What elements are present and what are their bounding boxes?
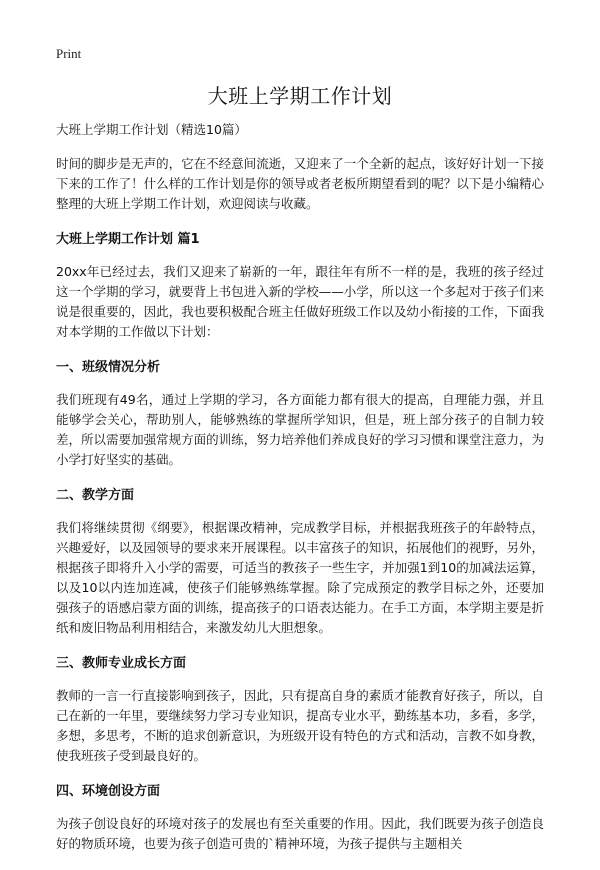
document-title: 大班上学期工作计划	[207, 84, 393, 108]
article-intro-paragraph: 20xx年已经过去，我们又迎来了崭新的一年，跟往年有所不一样的是，我班的孩子经过这一个学期的学习，就要背上书包进入新的学校——小学，所以这一个多起对于孩子们来说是很重要的，因此，我也要积极配合班主任做好班级工作以及幼小衔接的工作，下面我对本学期的工作做以下计划：	[56, 264, 544, 339]
document-body	[56, 120, 544, 870]
section-heading-teacher-growth: 三、教师专业成长方面	[56, 656, 187, 671]
section-heading-teaching: 二、教学方面	[56, 488, 135, 503]
section-text-teacher-growth: 教师的一言一行直接影响到孩子，因此，只有提高自身的素质才能教育好孩子，所以，自己在新的一年里，要继续努力学习专业知识，提高专业水平，勤练基本功，多看，多学，多想，多思考，不断的追求创新意识，为班级开设有特色的方式和活动，言教不如身教，使我班孩子受到最良好的。	[56, 688, 544, 763]
document-subtitle: 大班上学期工作计划（精选10篇）	[56, 122, 247, 137]
section-heading-environment: 四、环境创设方面	[56, 784, 161, 799]
section-heading-class-analysis: 一、班级情况分析	[56, 360, 161, 375]
intro-paragraph: 时间的脚步是无声的，它在不经意间流逝，又迎来了一个全新的起点，该好好计划一下接下来的工作了！什么样的工作计划是你的领导或者老板所期望看到的呢？以下是小编精心整理的大班上学期工作计划，欢迎阅读与收藏。	[56, 156, 544, 211]
print-link[interactable]: Print	[56, 46, 82, 61]
section-text-class-analysis: 我们班现有49名，通过上学期的学习，各方面能力都有很大的提高，自理能力强，并且能够学会关心，帮助别人，能够熟练的掌握所学知识，但是，班上部分孩子的自制力较差，所以需要加强常规方面的训练，努力培养他们养成良好的学习习惯和课堂注意力，为小学打好坚实的基础。	[56, 392, 544, 467]
section-text-teaching: 我们将继续贯彻《纲要》，根据课改精神，完成教学目标，并根据我班孩子的年龄特点，兴趣爱好，以及园领导的要求来开展课程。以丰富孩子的知识，拓展他们的视野，另外，根据孩子即将升入小学的需要，可适当的教孩子一些生字，并加强1到10的加减法运算，以及10以内连加连减，使孩子们能够熟练掌握。除了完成预定的教学目标之外，还要加强孩子的语感启蒙方面的训练，提高孩子的口语表达能力。在手工方面，本学期主要是折纸和废旧物品利用相结合，来激发幼儿大胆想象。	[56, 520, 544, 635]
article-heading: 大班上学期工作计划 篇1	[56, 232, 200, 247]
section-text-environment: 为孩子创设良好的环境对孩子的发展也有至关重要的作用。因此，我们既要为孩子创造良好的物质环境，也要为孩子创造可贵的`精神环境，为孩子提供与主题相关	[56, 816, 544, 851]
